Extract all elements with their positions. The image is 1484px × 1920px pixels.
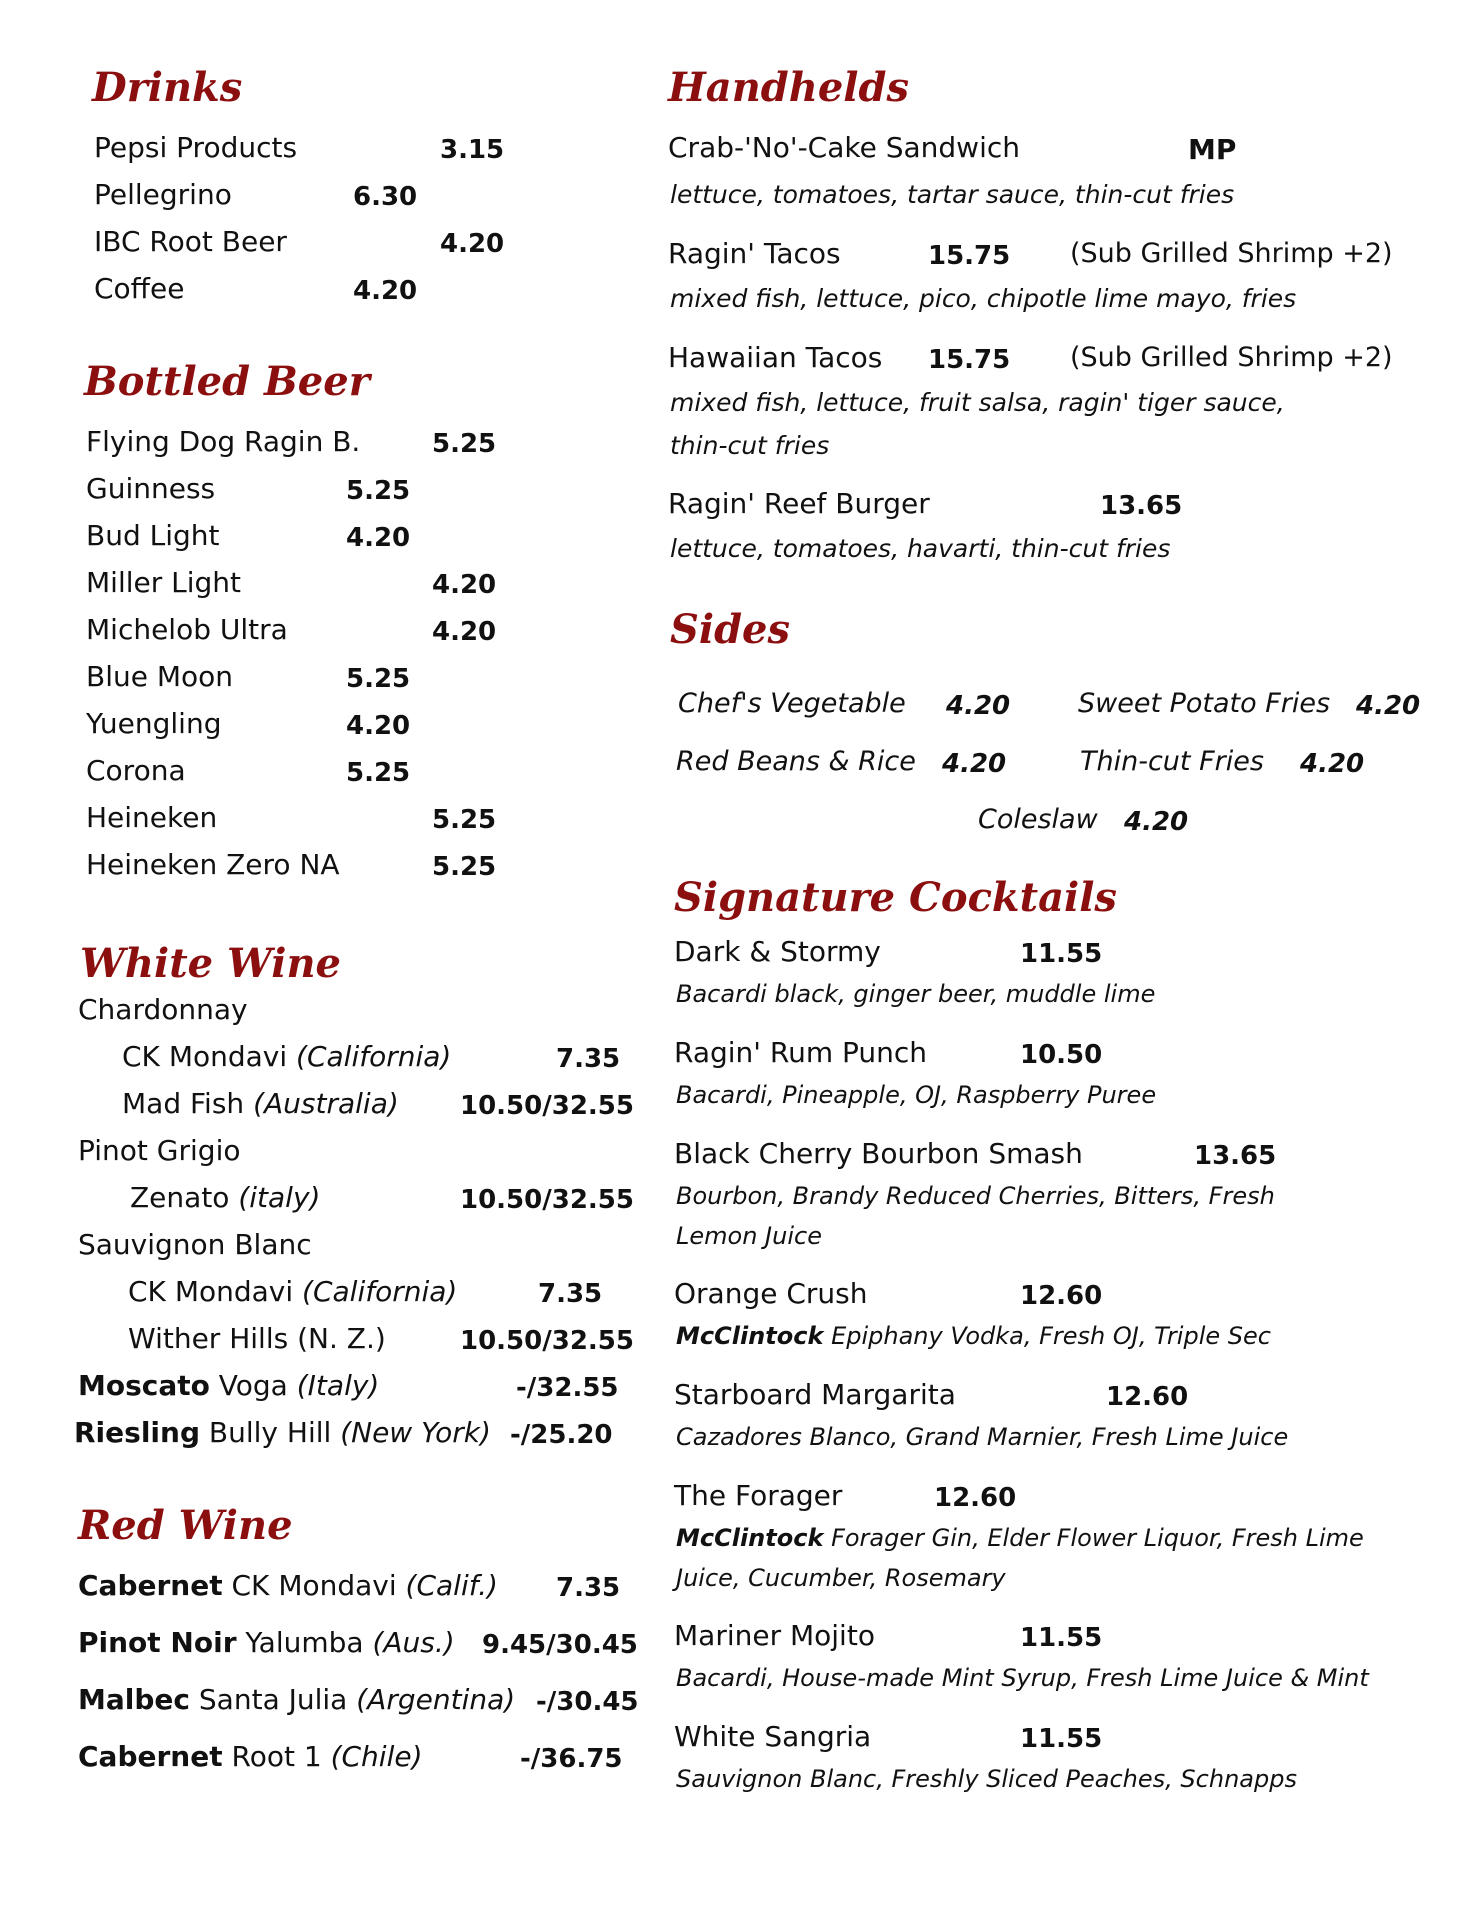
- wine-name: CK Mondavi (California): [128, 1275, 458, 1308]
- wine-name: Moscato Voga (Italy): [78, 1369, 380, 1402]
- wine-price: 10.50/32.55: [460, 1185, 634, 1215]
- drink-name: Pepsi Products: [94, 131, 298, 164]
- cocktail-desc: Lemon Juice: [676, 1222, 822, 1250]
- handheld-extra: (Sub Grilled Shrimp +2): [1070, 238, 1393, 269]
- beer-price: 5.25: [432, 805, 497, 835]
- wine-variety: Chardonnay: [78, 993, 248, 1026]
- white-wine-heading: White Wine: [80, 940, 341, 987]
- beer-name: Heineken Zero NA: [86, 848, 340, 881]
- beer-name: Miller Light: [86, 566, 242, 599]
- cocktail-name: White Sangria: [674, 1720, 872, 1753]
- cocktail-name: Mariner Mojito: [674, 1619, 875, 1652]
- cocktail-name: Starboard Margarita: [674, 1378, 956, 1411]
- cocktail-name: Ragin' Rum Punch: [674, 1036, 928, 1069]
- cocktail-name: The Forager: [674, 1479, 843, 1512]
- wine-variety: Sauvignon Blanc: [78, 1228, 312, 1261]
- beer-name: Corona: [86, 754, 186, 787]
- beer-name: Heineken: [86, 801, 218, 834]
- red-wine-heading: Red Wine: [78, 1502, 293, 1549]
- wine-name: Pinot Noir Yalumba (Aus.): [78, 1626, 455, 1659]
- handheld-price: 15.75: [928, 345, 1011, 375]
- side-price: 4.20: [1300, 749, 1365, 779]
- cocktail-price: 10.50: [1020, 1040, 1103, 1070]
- beer-price: 5.25: [346, 664, 411, 694]
- cocktail-price: 13.65: [1194, 1141, 1277, 1171]
- wine-price: -/32.55: [516, 1373, 619, 1403]
- cocktail-desc: Juice, Cucumber, Rosemary: [676, 1564, 1006, 1592]
- side-name: Chef's Vegetable: [678, 688, 906, 719]
- wine-name: Malbec Santa Julia (Argentina): [78, 1683, 516, 1716]
- wine-price: -/30.45: [536, 1687, 639, 1717]
- wine-name: Riesling Bully Hill (New York): [74, 1416, 491, 1449]
- wine-name: CK Mondavi (California): [122, 1040, 452, 1073]
- cocktail-name: Dark & Stormy: [674, 935, 881, 968]
- beer-price: 5.25: [432, 852, 497, 882]
- cocktail-desc: Bacardi black, ginger beer, muddle lime: [676, 980, 1156, 1008]
- wine-name: Cabernet CK Mondavi (Calif.): [78, 1569, 498, 1602]
- cocktail-price: 11.55: [1020, 1623, 1103, 1653]
- wine-price: 7.35: [556, 1044, 621, 1074]
- drink-price: 4.20: [440, 229, 505, 259]
- wine-variety: Pinot Grigio: [78, 1134, 241, 1167]
- drink-name: IBC Root Beer: [94, 225, 287, 258]
- beer-price: 5.25: [346, 758, 411, 788]
- cocktail-desc: Cazadores Blanco, Grand Marnier, Fresh Lime Juice: [676, 1423, 1289, 1451]
- handheld-price: 15.75: [928, 241, 1011, 271]
- cocktail-price: 12.60: [934, 1483, 1017, 1513]
- wine-price: 10.50/32.55: [460, 1091, 634, 1121]
- drink-price: 3.15: [440, 135, 505, 165]
- wine-name: Wither Hills (N. Z.): [128, 1322, 386, 1355]
- side-price: 4.20: [942, 749, 1007, 779]
- cocktail-name: Orange Crush: [674, 1277, 868, 1310]
- beer-price: 5.25: [346, 476, 411, 506]
- beer-name: Blue Moon: [86, 660, 234, 693]
- wine-name: Mad Fish (Australia): [122, 1087, 399, 1120]
- cocktail-name: Black Cherry Bourbon Smash: [674, 1137, 1083, 1170]
- cocktail-desc: Bacardi, Pineapple, OJ, Raspberry Puree: [676, 1081, 1157, 1109]
- drink-price: 6.30: [353, 182, 418, 212]
- wine-name: Zenato (italy): [130, 1181, 321, 1214]
- beer-name: Flying Dog Ragin B.: [86, 425, 361, 458]
- handheld-price: 13.65: [1100, 491, 1183, 521]
- wine-price: 7.35: [538, 1279, 603, 1309]
- handheld-name: Ragin' Tacos: [668, 237, 841, 270]
- drink-price: 4.20: [353, 276, 418, 306]
- wine-price: 7.35: [556, 1573, 621, 1603]
- cocktail-price: 11.55: [1020, 939, 1103, 969]
- side-price: 4.20: [1356, 691, 1421, 721]
- drinks-heading: Drinks: [92, 64, 243, 111]
- cocktail-price: 12.60: [1106, 1382, 1189, 1412]
- handheld-desc: thin-cut fries: [670, 431, 830, 460]
- side-name: Sweet Potato Fries: [1078, 688, 1331, 719]
- wine-name: Cabernet Root 1 (Chile): [78, 1740, 423, 1773]
- cocktail-desc: Bourbon, Brandy Reduced Cherries, Bitters, Fresh: [676, 1182, 1275, 1210]
- beer-name: Michelob Ultra: [86, 613, 288, 646]
- side-name: Red Beans & Rice: [676, 746, 916, 777]
- cocktails-heading: Signature Cocktails: [674, 874, 1117, 921]
- wine-price: 10.50/32.55: [460, 1326, 634, 1356]
- beer-price: 4.20: [346, 711, 411, 741]
- wine-price: 9.45/30.45: [482, 1630, 638, 1660]
- cocktail-desc: McClintock Forager Gin, Elder Flower Liquor, Fresh Lime: [676, 1524, 1364, 1552]
- beer-name: Yuengling: [86, 707, 222, 740]
- cocktail-price: 11.55: [1020, 1724, 1103, 1754]
- handheld-price: MP: [1188, 133, 1237, 166]
- beer-price: 4.20: [432, 570, 497, 600]
- beer-price: 4.20: [346, 523, 411, 553]
- beer-price: 4.20: [432, 617, 497, 647]
- handhelds-heading: Handhelds: [668, 64, 909, 111]
- handheld-name: Crab-'No'-Cake Sandwich: [668, 131, 1020, 164]
- handheld-name: Ragin' Reef Burger: [668, 487, 930, 520]
- handheld-desc: mixed fish, lettuce, pico, chipotle lime mayo, fries: [670, 284, 1297, 313]
- wine-price: -/36.75: [520, 1744, 623, 1774]
- side-price: 4.20: [1124, 807, 1189, 837]
- cocktail-desc: Sauvignon Blanc, Freshly Sliced Peaches, Schnapps: [676, 1765, 1297, 1793]
- drink-name: Coffee: [94, 272, 185, 305]
- handheld-name: Hawaiian Tacos: [668, 341, 883, 374]
- drink-name: Pellegrino: [94, 178, 232, 211]
- bottled-beer-heading: Bottled Beer: [84, 358, 370, 405]
- handheld-desc: lettuce, tomatoes, tartar sauce, thin-cut fries: [670, 180, 1235, 209]
- side-price: 4.20: [946, 691, 1011, 721]
- wine-price: -/25.20: [510, 1420, 613, 1450]
- handheld-desc: mixed fish, lettuce, fruit salsa, ragin' tiger sauce,: [670, 388, 1285, 417]
- side-name: Thin-cut Fries: [1080, 746, 1264, 777]
- cocktail-price: 12.60: [1020, 1281, 1103, 1311]
- cocktail-desc: McClintock Epiphany Vodka, Fresh OJ, Triple Sec: [676, 1322, 1271, 1350]
- beer-name: Guinness: [86, 472, 216, 505]
- beer-price: 5.25: [432, 429, 497, 459]
- handheld-desc: lettuce, tomatoes, havarti, thin-cut fries: [670, 534, 1171, 563]
- beer-name: Bud Light: [86, 519, 220, 552]
- side-name: Coleslaw: [978, 804, 1098, 835]
- cocktail-desc: Bacardi, House-made Mint Syrup, Fresh Lime Juice & Mint: [676, 1664, 1369, 1692]
- handheld-extra: (Sub Grilled Shrimp +2): [1070, 342, 1393, 373]
- sides-heading: Sides: [670, 606, 791, 653]
